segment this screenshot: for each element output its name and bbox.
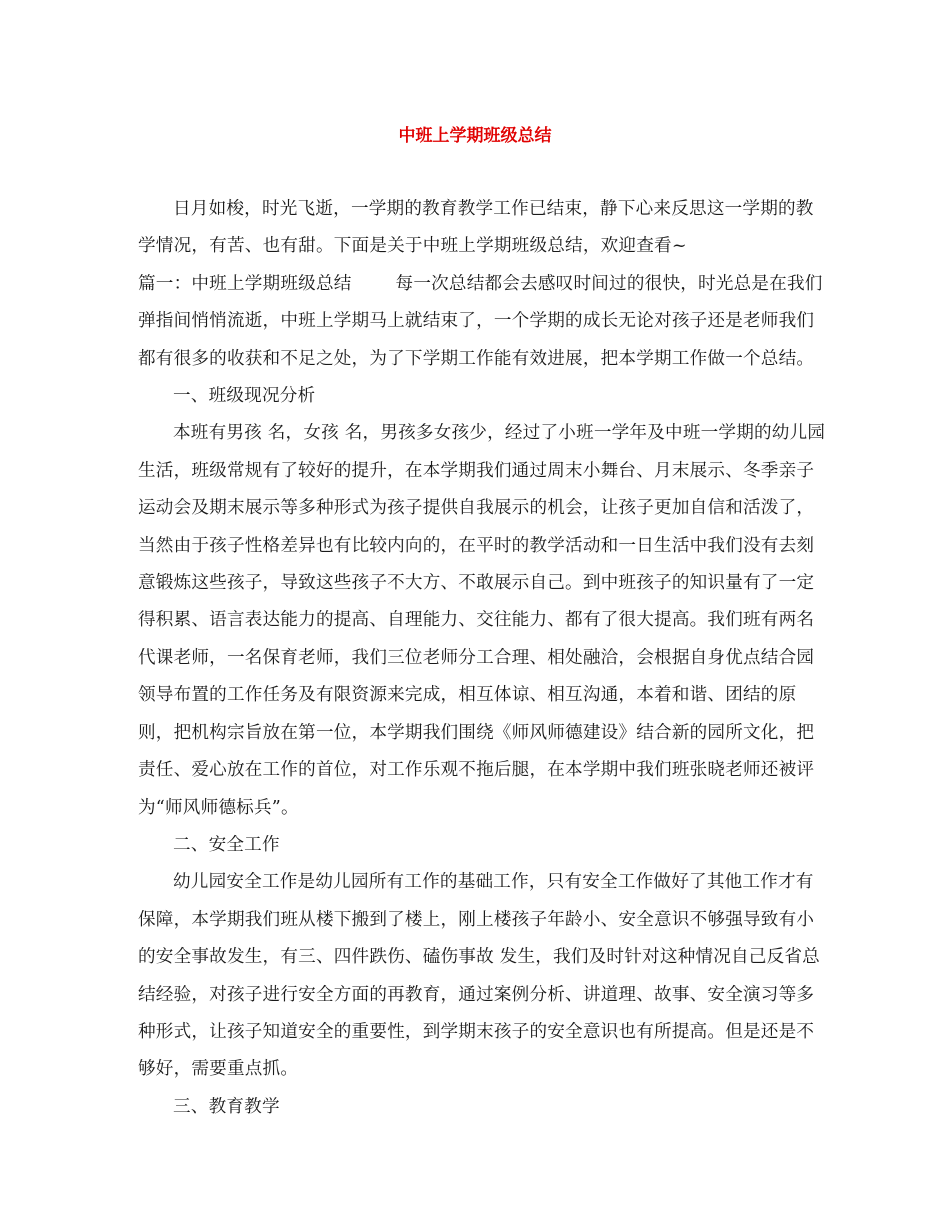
- document-body: [138, 191, 828, 1126]
- intro-paragraph: 日月如梭，时光飞逝，一学期的教育教学工作已结束，静下心来反思这一学期的教学情况，有苦、也有甜。下面是关于中班上学期班级总结，欢迎查看~: [138, 199, 814, 257]
- part-one-label: 篇一：中班上学期班级总结: [138, 273, 352, 294]
- part-one-paragraph: [138, 266, 828, 378]
- section-heading-teaching: 三、教育教学: [173, 1096, 280, 1117]
- document-title: 中班上学期班级总结: [398, 126, 552, 146]
- part-one-intro: 每一次总结都会去感叹时间过的很快，时光总是在我们弹指间悄悄流逝，中班上学期马上就结束了，一个学期的成长无论对孩子还是老师我们都有很多的收获和不足之处，为了下学期工作能有效进展，把本学期工作做一个总结。: [138, 273, 823, 369]
- section-text-safety: 幼儿园安全工作是幼儿园所有工作的基础工作，只有安全工作做好了其他工作才有保障，本学期我们班从楼下搬到了楼上，刚上楼孩子年龄小、安全意识不够强导致有小的安全事故发生，有三、四件跌伤、磕伤事故 发生，我们及时针对这种情况自己反省总结经验，对孩子进行安全方面的再教育，通过案例分析、讲道理、故事、安全演习等多种形式，让孩子知道安全的重要性，到学期末孩子的安全意识也有所提高。但是还是不够好，需要重点抓。: [138, 872, 820, 1080]
- section-heading-class-status: 一、班级现况分析: [173, 386, 316, 407]
- section-heading-safety: 二、安全工作: [173, 834, 280, 855]
- section-text-class-status: 本班有男孩 名，女孩 名，男孩多女孩少，经过了小班一学年及中班一学期的幼儿园生活，班级常规有了较好的提升，在本学期我们通过周末小舞台、月末展示、冬季亲子运动会及期末展示等多种形式为孩子提供自我展示的机会，让孩子更加自信和活泼了，当然由于孩子性格差异也有比较内向的，在平时的教学活动和一日生活中我们没有去刻意锻炼这些孩子，导致这些孩子不大方、不敢展示自己。到中班孩子的知识量有了一定得积累、语言表达能力的提高、自理能力、交往能力、都有了很大提高。我们班有两名代课老师，一名保育老师，我们三位老师分工合理、相处融洽，会根据自身优点结合园领导布置的工作任务及有限资源来完成，相互体谅、相互沟通，本着和谐、团结的原则，把机构宗旨放在第一位，本学期我们围绕《师风师德建设》结合新的园所文化，把责任、爱心放在工作的首位，对工作乐观不拖后腿，在本学期中我们班张晓老师还被评为“师风师德标兵”。: [138, 423, 826, 818]
